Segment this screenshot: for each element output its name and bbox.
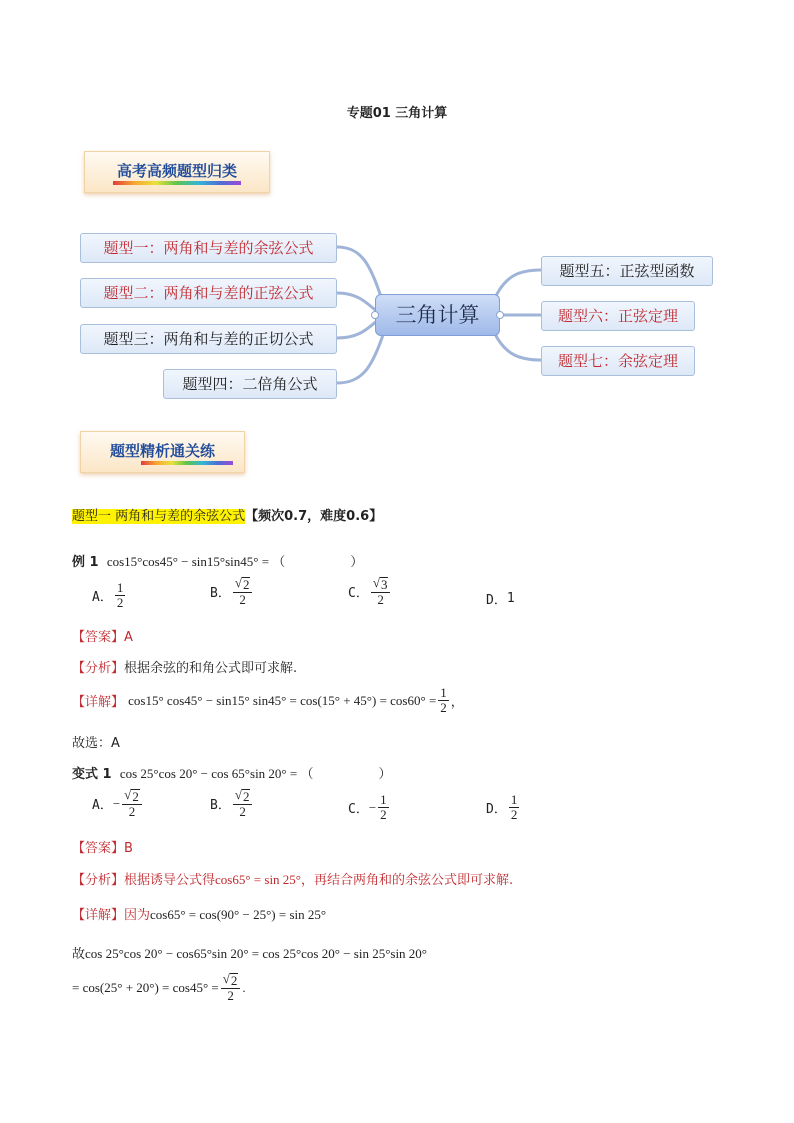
example1-conclusion: 故选：A: [72, 736, 120, 751]
section-heading: [72, 505, 382, 524]
variant1-question: [72, 763, 391, 782]
example1-option-b: B． √ 2 2: [210, 576, 254, 607]
mindmap-center-node: 三角计算: [375, 294, 500, 336]
example1-detail: 【详解】 cos15° cos45° − sin15° sin45° = cos(15° + 45°) = cos60° = $\frac{1}{2}$ ，: [72, 685, 464, 715]
example1-option-d: D． 1: [486, 591, 515, 608]
variant1-option-a: A． − √ 2 2: [92, 788, 144, 819]
variant1-option-d: D． $\frac{1}{2}$: [486, 792, 518, 822]
example1-analysis: 【分析】根据余弦的和角公式即可求解.: [72, 661, 298, 676]
mindmap-node-type6: 题型六：正弦定理: [541, 301, 695, 331]
mindmap-node-type3: 题型三：两角和与差的正切公式: [80, 324, 337, 354]
section-title: 题型一 两角和与差的余弦公式: [72, 509, 246, 524]
variant-formula: cos 25°cos 20° − cos 65°sin 20° = （ ）: [119, 766, 392, 781]
example-formula: cos15°cos45° − sin15°sin45° = （ ）: [106, 554, 364, 569]
mindmap-node-type2: 题型二：两角和与差的正弦公式: [80, 278, 337, 308]
variant-label: 变式 1: [72, 767, 112, 782]
banner-title: 题型精析通关练: [109, 441, 215, 460]
variant1-derivation-2: = cos(25° + 20°) = cos45° = √ 2 2 .: [72, 971, 246, 1003]
example1-question: [72, 551, 363, 570]
example1-option-c: C． √ 3 2: [348, 576, 392, 607]
rainbow-bar: [141, 461, 233, 465]
mindmap-node-type5: 题型五：正弦型函数: [541, 256, 713, 286]
example1-answer: 【答案】A: [72, 630, 133, 645]
variant1-option-c: C． − $\frac{1}{2}$: [348, 792, 387, 822]
mindmap-connector-left: [371, 311, 379, 319]
banner-title: 高考高频题型归类: [116, 161, 237, 180]
mindmap-connector-right: [496, 311, 504, 319]
section-meta: 【频次0.7，难度0.6】: [245, 509, 383, 524]
example-label: 例 1: [72, 555, 99, 570]
variant1-answer: 【答案】B: [72, 841, 133, 856]
example1-option-a: A． $\frac{1}{2}$: [92, 580, 124, 610]
mindmap-node-type4: 题型四：二倍角公式: [163, 369, 337, 399]
mindmap-node-type1: 题型一：两角和与差的余弦公式: [80, 233, 337, 263]
variant1-option-b: B． √ 2 2: [210, 788, 254, 819]
mindmap-node-type7: 题型七：余弦定理: [541, 346, 695, 376]
variant1-detail: 【详解】因为cos65° = cos(90° − 25°) = sin 25°: [72, 907, 327, 923]
variant1-derivation-1: 故cos 25°cos 20° − cos65°sin 20° = cos 25°cos 20° − sin 25°sin 20°: [72, 946, 428, 962]
document-title: 专题01 三角计算: [346, 106, 448, 121]
section-banner-practice: [80, 431, 245, 473]
variant1-analysis: 【分析】根据诱导公式得cos65° = sin 25°，再结合两角和的余弦公式即可求解.: [72, 872, 514, 888]
